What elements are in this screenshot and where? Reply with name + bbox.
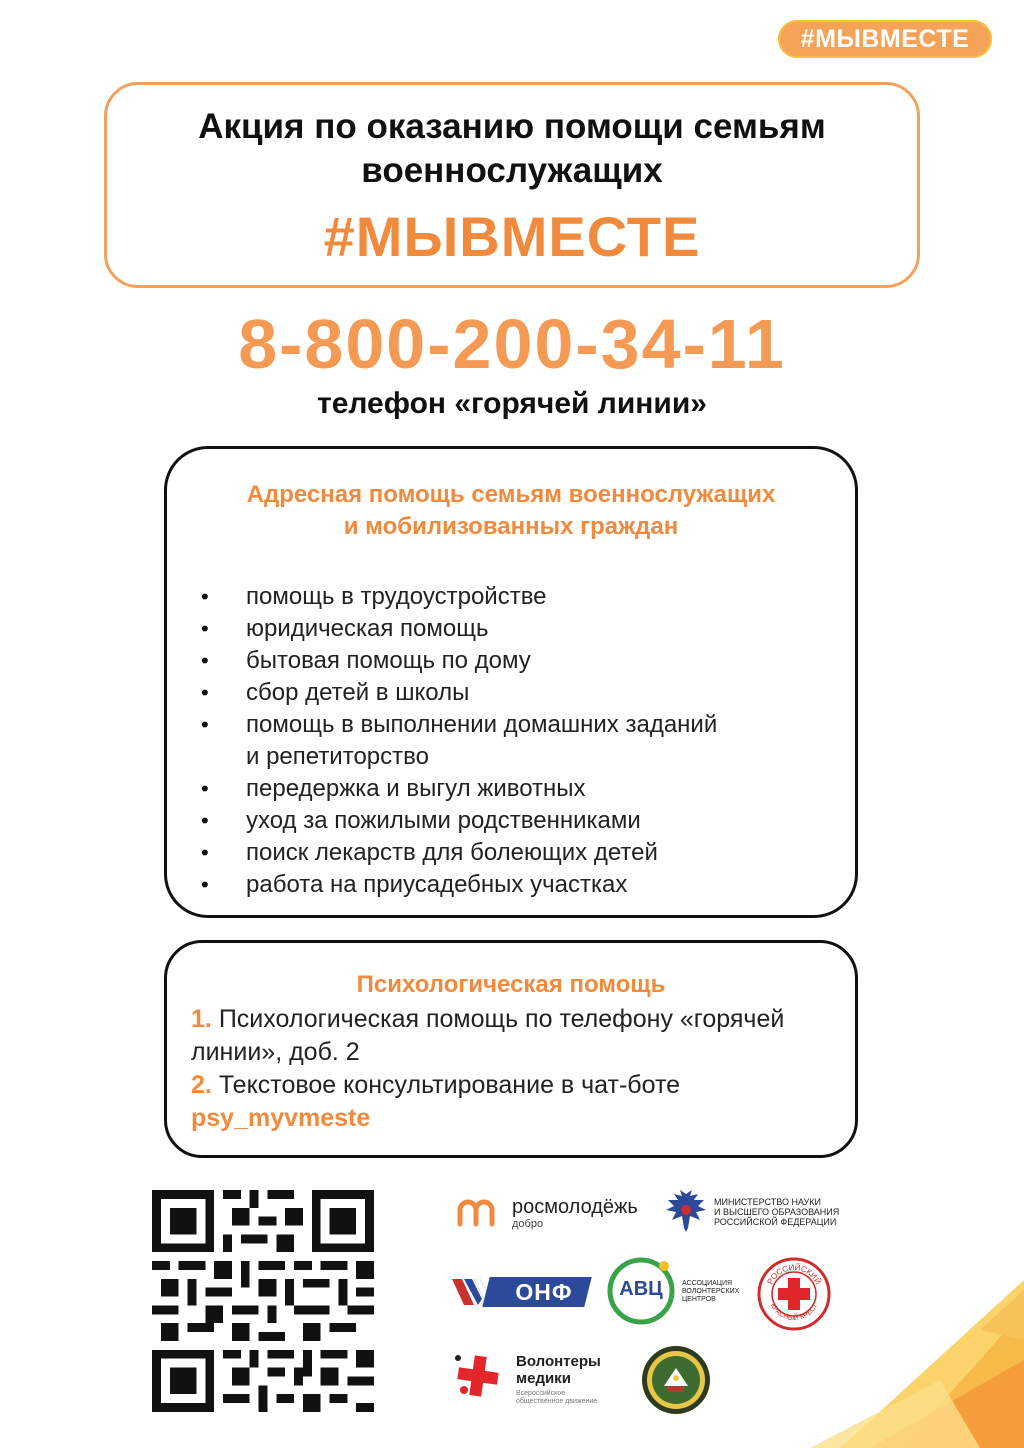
medics-cross-icon xyxy=(452,1350,508,1406)
avc-text: АВЦ xyxy=(619,1278,663,1300)
psy-heading: Психологическая помощь xyxy=(356,971,666,998)
page-title xyxy=(107,105,917,193)
list-item: • юридическая помощь xyxy=(201,613,855,645)
hotline-caption: телефон «горячей линии» xyxy=(317,387,707,420)
list-item: • уход за пожилыми родственниками xyxy=(201,805,855,837)
ministry-logo xyxy=(664,1188,844,1236)
hashtag-badge: #МЫВМЕСТЕ xyxy=(778,20,992,58)
title-hashtag: #МЫВМЕСТЕ xyxy=(323,205,701,268)
chat-bot-link[interactable]: psy_myvmeste xyxy=(191,1104,371,1132)
list-item: • сбор детей в школы xyxy=(201,677,855,709)
list-item: • поиск лекарств для болеющих детей xyxy=(201,837,855,869)
hotline-phone[interactable]: 8-800-200-34-11 xyxy=(238,305,786,383)
list-item: • передержка и выгул животных xyxy=(201,773,855,805)
list-item: • помощь в выполнении домашних заданий xyxy=(201,709,855,741)
avc-logo xyxy=(606,1256,756,1326)
onf-logo xyxy=(452,1276,588,1308)
medics-line-1: Волонтеры xyxy=(516,1353,601,1370)
list-item: • работа на приусадебных участках xyxy=(201,869,855,901)
list-item: • бытовая помощь по дому xyxy=(201,645,855,677)
title-line-2: военнослужащих xyxy=(361,151,663,190)
psy-box xyxy=(164,940,858,1158)
medics-sub-1: Всероссийское xyxy=(516,1390,566,1397)
eagle-emblem-icon xyxy=(664,1188,708,1234)
aid-heading-line-2: и мобилизованных граждан xyxy=(343,513,679,540)
aid-box xyxy=(164,446,858,918)
avc-line-1: АССОЦИАЦИЯ xyxy=(682,1280,733,1287)
round-emblem-logo xyxy=(640,1344,712,1416)
psy-num-2: 2. xyxy=(191,1071,212,1099)
psy-text-1: Психологическая помощь по телефону «горячей линии», доб. 2 xyxy=(191,1005,785,1066)
red-cross-top-text: РОССИЙСКИЙ xyxy=(765,1262,823,1286)
aid-heading xyxy=(167,479,855,543)
rosmolodezh-sub: добро xyxy=(512,1218,544,1230)
red-cross-bottom-text: КРАСНЫЙ КРЕСТ xyxy=(768,1302,820,1323)
decorative-corner xyxy=(780,1270,1024,1448)
ministry-line-2: И ВЫСШЕГО ОБРАЗОВАНИЯ xyxy=(714,1207,840,1217)
volunteers-medics-logo xyxy=(452,1350,622,1410)
psy-num-1: 1. xyxy=(191,1005,212,1033)
qr-code[interactable] xyxy=(152,1190,374,1412)
aid-list xyxy=(167,581,855,901)
medics-line-2: медики xyxy=(516,1370,571,1387)
round-emblem-icon xyxy=(640,1344,712,1416)
psy-text-2: Текстовое консультирование в чат-боте xyxy=(218,1071,681,1099)
list-item: • помощь в трудоустройстве xyxy=(201,581,855,613)
avc-line-3: ЦЕНТРОВ xyxy=(682,1296,716,1303)
title-line-1: Акция по оказанию помощи семьям xyxy=(198,107,826,146)
aid-heading-line-1: Адресная помощь семьям военнослужащих xyxy=(246,481,776,508)
list-item xyxy=(191,1069,835,1135)
rosmolodezh-name: росмолодёжь xyxy=(512,1196,638,1218)
avc-line-2: ВОЛОНТЕРСКИХ xyxy=(682,1288,740,1295)
ministry-line-3: РОССИЙСКОЙ ФЕДЕРАЦИИ xyxy=(714,1217,837,1227)
ministry-line-1: МИНИСТЕРСТВО НАУКИ xyxy=(714,1197,821,1207)
list-item xyxy=(191,1003,835,1069)
rosmolodezh-icon xyxy=(456,1198,508,1228)
rosmolodezh-logo xyxy=(456,1196,646,1232)
onf-text: ОНФ xyxy=(515,1279,573,1305)
list-item: и репетиторство xyxy=(246,743,429,770)
title-box xyxy=(104,82,920,288)
medics-sub-2: общественное движение xyxy=(516,1398,598,1405)
psy-list xyxy=(167,1003,855,1135)
